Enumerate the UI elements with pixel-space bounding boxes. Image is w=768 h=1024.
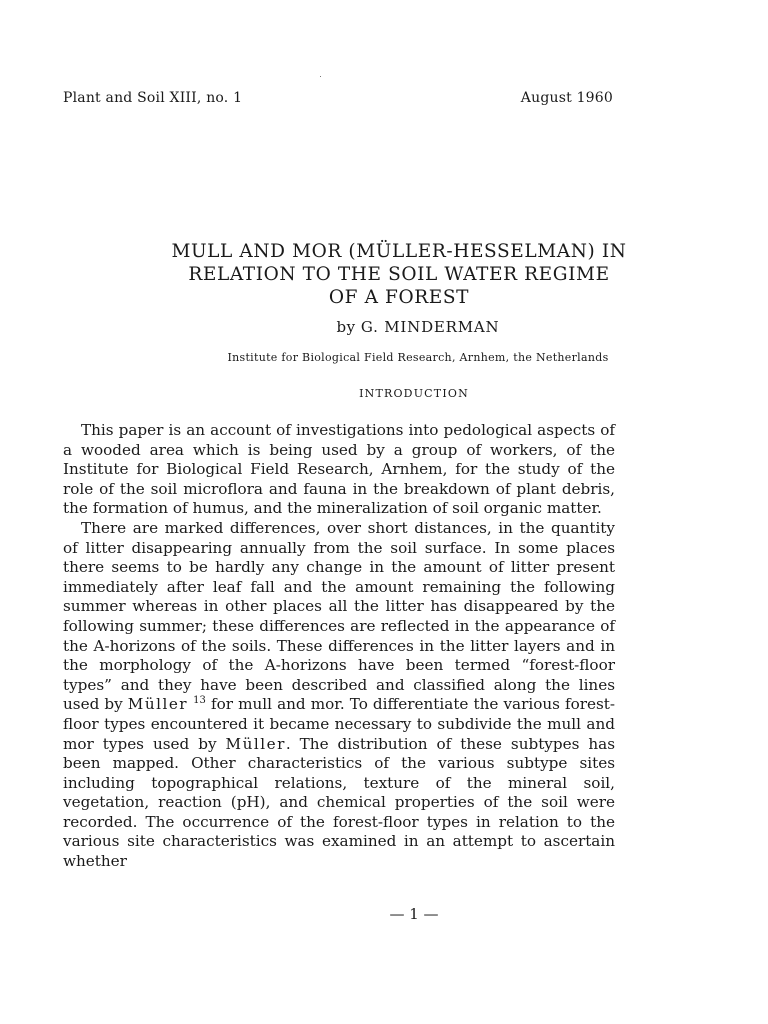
publication-date: August 1960 [520, 90, 613, 106]
author-affiliation: Institute for Biological Field Research, Arnhem, the Netherlands [227, 351, 609, 364]
byline [34, 318, 768, 336]
journal-reference: Plant and Soil XIII, no. 1 [63, 90, 243, 106]
author-citation-muller-2: Müller [225, 734, 286, 753]
page-number: — 1 — [389, 905, 439, 923]
paragraph-1: This paper is an account of investigations into pedological aspects of a wooded area which is being used by a group of workers, of the Institute for Biological Field Research, Arnhem, for the study of the role of the soil microflora and fauna in the breakdown of plant debris, the formation of humus, and the mineralization of soil organic matter. [63, 421, 615, 518]
author-citation-muller: Müller [127, 695, 189, 714]
paragraph-2-part-a: There are marked differences, over short distances, in the quantity of litter disappearing annually from the soil surface. In some places there seems to be hardly any change in the amount of litter present immediately after leaf fall and the amount remaining the following summer whereas in other places all the litter has disappeared by the following summer; these differences are reflected in the appearance of the A-horizons of the soils. These differences in the litter layers and in the morphology of the A-horizons have been termed “forest-floor types” and they have been described and classified along the lines used by [63, 518, 615, 714]
byline-prefix: by [336, 318, 356, 336]
paragraph-2-part-c: . The distribution of these subtypes has been mapped. Other characteristics of the various subtype sites including topographical relations, texture of the mineral soil, vegetation, reaction (pH), and chemical properties of the soil were recorded. The occurrence of the forest-floor types in relation to the various site characteristics was examined in an attempt to ascertain whether [63, 734, 616, 871]
title-line-2: RELATION TO THE SOIL WATER REGIME [188, 264, 610, 285]
reference-number: 13 [193, 695, 206, 707]
title-line-3: OF A FOREST [328, 287, 470, 308]
paragraph-2-part-b: for mull and mor. To differentiate the various forest-floor types encountered it became necessary to subdivide the mull and mor types used by [63, 695, 616, 753]
author-name: G. MINDERMAN [360, 318, 500, 336]
running-header [63, 90, 613, 106]
scan-speck [320, 76, 321, 77]
title-line-1: MULL AND MOR (MÜLLER-HESSELMAN) IN [171, 241, 627, 262]
article-title [0, 240, 768, 309]
section-heading: INTRODUCTION [359, 387, 469, 400]
body-text [63, 421, 615, 872]
paragraph-2 [63, 519, 615, 872]
